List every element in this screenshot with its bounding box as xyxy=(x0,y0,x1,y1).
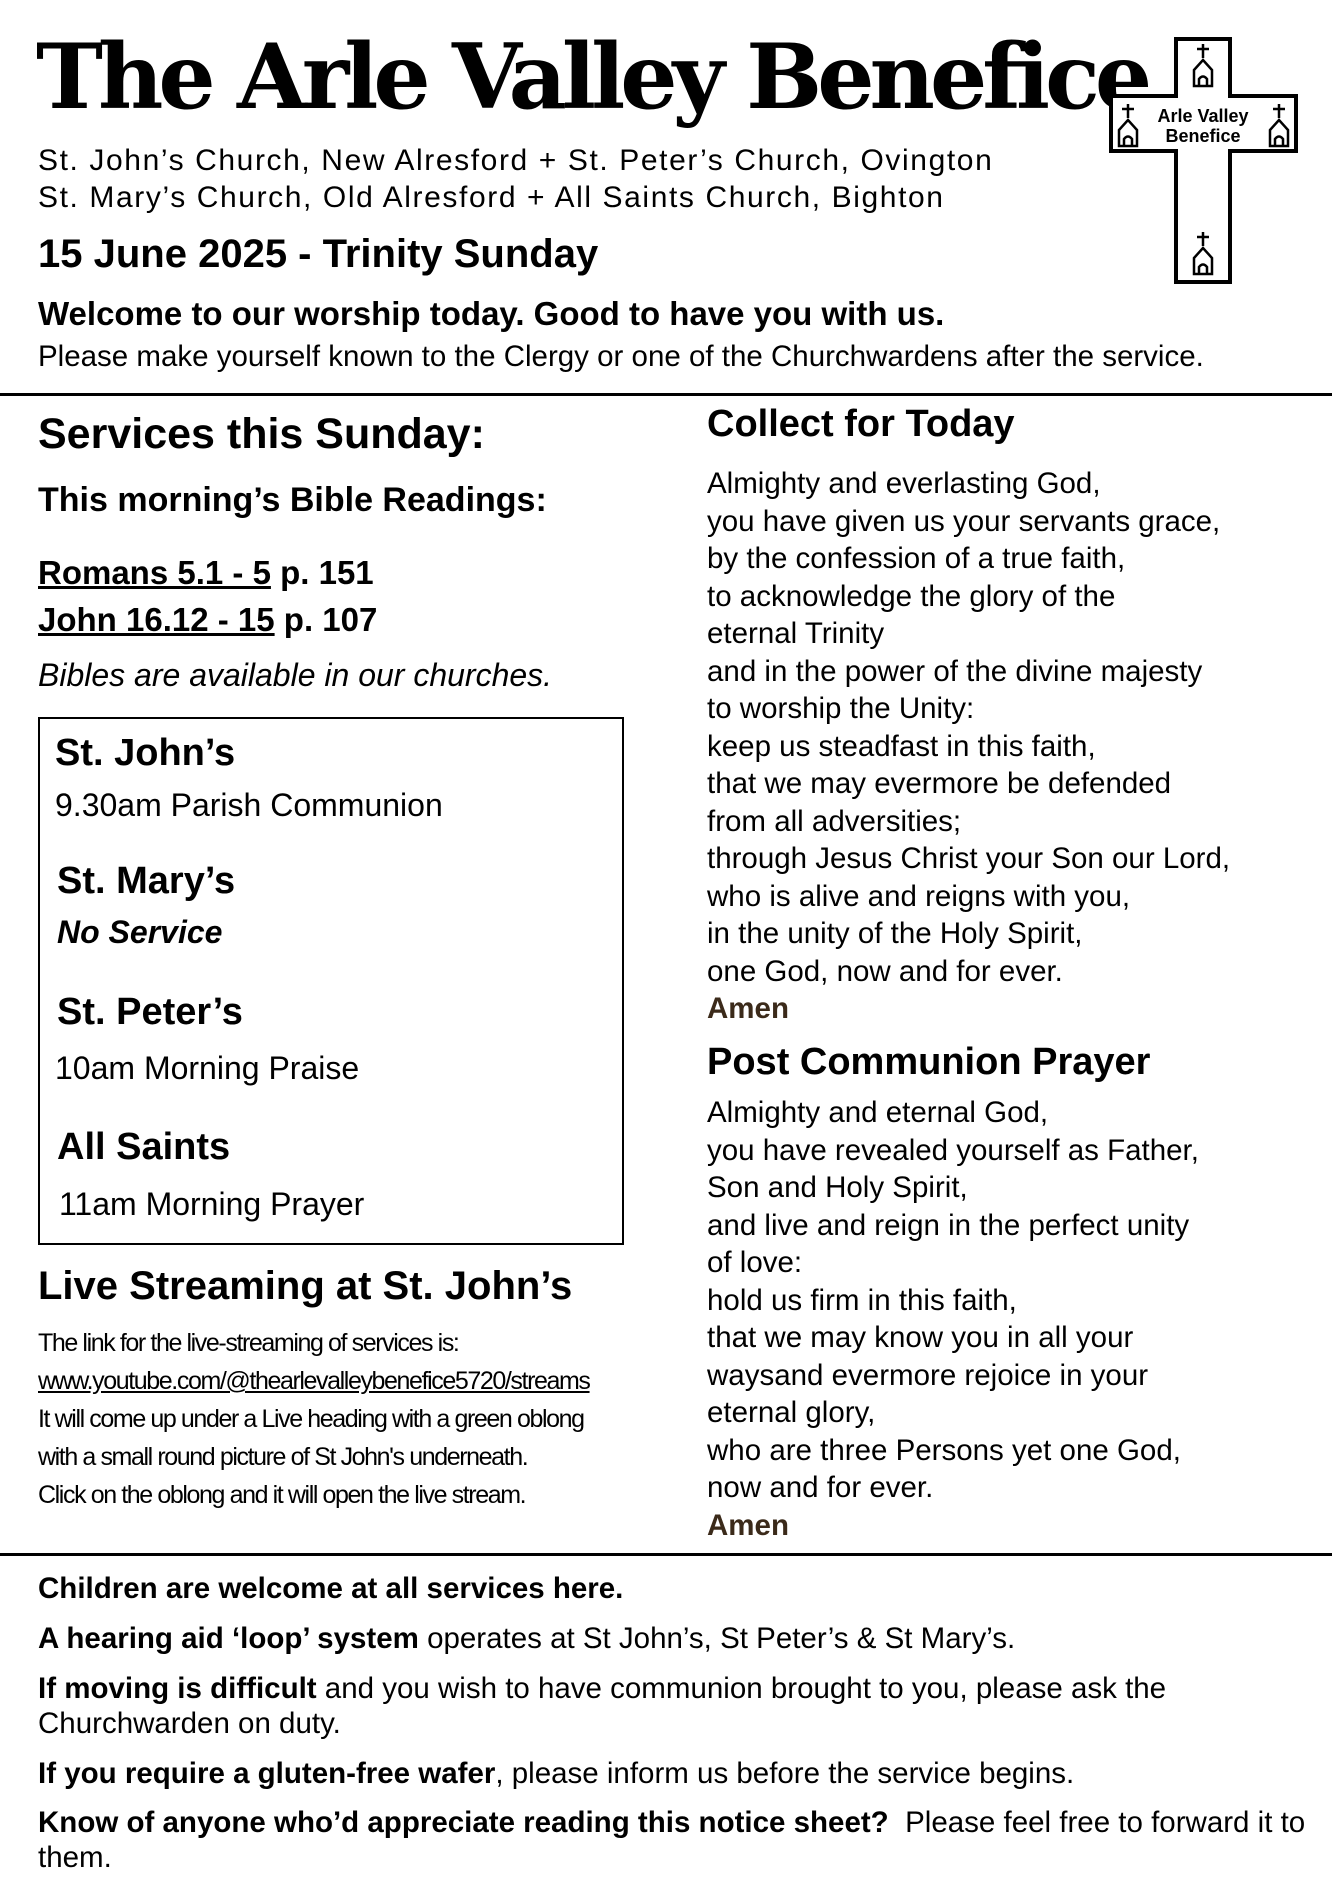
reading-2-ref[interactable]: John 16.12 - 15 xyxy=(38,601,275,638)
post-communion-heading: Post Communion Prayer xyxy=(707,1041,1151,1083)
collect-line: through Jesus Christ your Son our Lord, xyxy=(707,842,1231,875)
streaming-heading: Live Streaming at St. John’s xyxy=(38,1264,573,1308)
notice-forward-bold: Know of anyone who’d appreciate reading this notice sheet? xyxy=(38,1806,889,1839)
streaming-line-4: with a small round picture of St John's underneath. xyxy=(38,1443,528,1471)
notice-moving xyxy=(38,1671,1308,1741)
post-communion-line: you have revealed yourself as Father, xyxy=(707,1133,1199,1167)
post-communion-line: and live and reign in the perfect unity xyxy=(707,1208,1190,1242)
streaming-line-5: Click on the oblong and it will open the live stream. xyxy=(38,1481,526,1509)
reading-1-ref[interactable]: Romans 5.1 - 5 xyxy=(38,554,271,591)
church-name-all-saints: All Saints xyxy=(57,1126,231,1168)
post-communion-text xyxy=(707,1094,1199,1544)
logo-line-1: Arle Valley xyxy=(1157,106,1249,126)
collect-line: keep us steadfast in this faith, xyxy=(707,729,1096,763)
collect-line: one God, now and for ever. xyxy=(707,954,1063,988)
post-communion-line: of love: xyxy=(707,1246,803,1279)
streaming-info xyxy=(38,1324,590,1514)
notice-gluten-free-rest: , please inform us before the service begins. xyxy=(495,1757,1075,1790)
post-communion-line: Almighty and eternal God, xyxy=(707,1096,1049,1129)
services-heading: Services this Sunday: xyxy=(38,410,485,458)
post-communion-line: hold us firm in this faith, xyxy=(707,1283,1017,1317)
header-divider xyxy=(0,393,1332,396)
streaming-link[interactable]: www.youtube.com/@thearlevalleybenefice5720/streams xyxy=(38,1367,590,1395)
post-communion-line: that we may know you in all your xyxy=(707,1321,1134,1354)
collect-heading: Collect for Today xyxy=(707,403,1015,445)
readings-heading: This morning’s Bible Readings: xyxy=(38,481,547,519)
streaming-line-1: The link for the live-streaming of services is: xyxy=(38,1329,459,1357)
collect-line: who is alive and reigns with you, xyxy=(707,879,1131,913)
notice-children: Children are welcome at all services here. xyxy=(38,1572,624,1605)
notice-hearing-loop-rest: operates at St John’s, St Peter’s & St Mary’s. xyxy=(418,1622,1016,1655)
intro-text: Please make yourself known to the Clergy or one of the Churchwardens after the service. xyxy=(38,340,1204,373)
reading-1-page: p. 151 xyxy=(280,554,374,591)
notice-moving-rest: and you wish to have communion brought to you, please ask the Churchwarden on duty. xyxy=(38,1672,1167,1740)
benefice-churches xyxy=(38,142,993,216)
post-communion-line: now and for ever. xyxy=(707,1471,934,1504)
notice-moving-bold: If moving is difficult xyxy=(38,1672,317,1705)
church-name-st-peters: St. Peter’s xyxy=(57,991,243,1033)
reading-2-page: p. 107 xyxy=(283,601,378,638)
welcome-text: Welcome to our worship today. Good to have you with us. xyxy=(38,295,945,332)
post-communion-line: eternal glory, xyxy=(707,1396,876,1429)
notice-hearing-loop xyxy=(38,1621,1308,1656)
collect-line: to acknowledge the glory of the xyxy=(707,579,1116,613)
collect-line: and in the power of the divine majesty xyxy=(707,654,1203,688)
service-st-peters: 10am Morning Praise xyxy=(55,1050,360,1086)
notice-gluten-free-bold: If you require a gluten-free wafer xyxy=(38,1757,496,1790)
service-st-johns: 9.30am Parish Communion xyxy=(55,787,443,823)
benefice-logo xyxy=(1108,36,1300,286)
post-communion-line: Son and Holy Spirit, xyxy=(707,1171,968,1204)
collect-line: that we may evermore be defended xyxy=(707,767,1172,800)
notice-forward-rest: Please feel free to forward it to them. xyxy=(38,1806,1314,1874)
church-name-st-marys: St. Mary’s xyxy=(57,860,236,902)
collect-line: to worship the Unity: xyxy=(707,692,975,725)
churches-line-1: St. John’s Church, New Alresford + St. Peter’s Church, Ovington xyxy=(38,144,994,177)
notice-forward xyxy=(38,1805,1314,1875)
logo-line-2: Benefice xyxy=(1165,126,1241,146)
reading-2 xyxy=(38,601,377,639)
post-communion-line: waysand evermore rejoice in your xyxy=(707,1358,1149,1392)
page-title: The Arle Valley Benefice xyxy=(36,24,1148,130)
notice-gluten-free xyxy=(38,1756,1308,1791)
churches-line-2: St. Mary’s Church, Old Alresford + All Saints Church, Bighton xyxy=(38,181,945,214)
collect-line: from all adversities; xyxy=(707,804,962,838)
collect-text xyxy=(707,465,1230,1028)
reading-1 xyxy=(38,554,374,592)
collect-line: in the unity of the Holy Spirit, xyxy=(707,917,1083,950)
streaming-line-3: It will come up under a Live heading with a green oblong xyxy=(38,1405,584,1433)
collect-amen: Amen xyxy=(707,992,789,1025)
service-st-marys: No Service xyxy=(57,914,223,950)
post-communion-line: who are three Persons yet one God, xyxy=(707,1433,1181,1467)
service-all-saints: 11am Morning Prayer xyxy=(59,1186,365,1222)
collect-line: Almighty and everlasting God, xyxy=(707,467,1101,500)
service-times-box xyxy=(38,717,624,1245)
collect-line: by the confession of a true faith, xyxy=(707,542,1126,575)
service-date: 15 June 2025 - Trinity Sunday xyxy=(38,232,599,276)
post-communion-amen: Amen xyxy=(707,1508,789,1542)
footer-divider xyxy=(0,1553,1332,1556)
bibles-note: Bibles are available in our churches. xyxy=(38,657,553,693)
notice-hearing-loop-bold: A hearing aid ‘loop’ system xyxy=(38,1622,419,1655)
collect-line: eternal Trinity xyxy=(707,617,885,650)
church-name-st-johns: St. John’s xyxy=(55,732,236,774)
collect-line: you have given us your servants grace, xyxy=(707,504,1221,538)
